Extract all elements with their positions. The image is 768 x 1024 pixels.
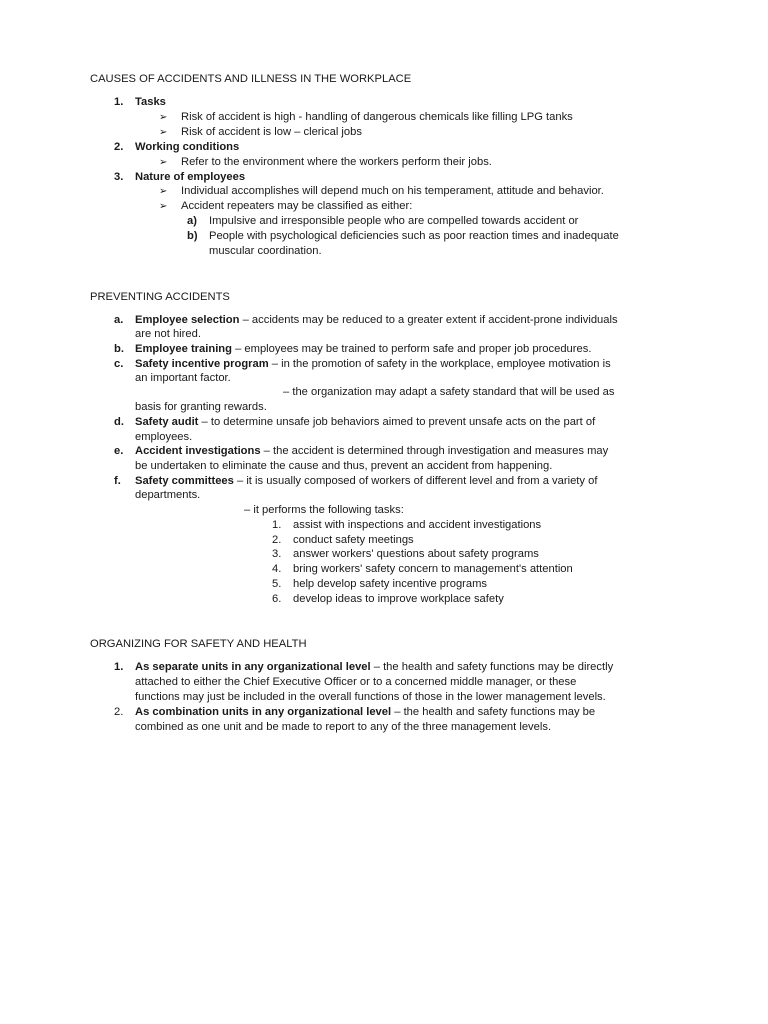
list-item bbox=[135, 474, 597, 489]
list-number: 3. bbox=[114, 171, 124, 183]
list-item bbox=[135, 660, 613, 675]
section-title-organizing: ORGANIZING FOR SAFETY AND HEALTH bbox=[90, 638, 307, 650]
definition: – the health and safety functions may be bbox=[391, 706, 596, 718]
list-item-continuation: functions may just be included in the overall functions of those in the lower management levels. bbox=[135, 691, 606, 703]
list-item-continuation: employees. bbox=[135, 431, 193, 443]
term: Employee selection bbox=[135, 314, 240, 326]
arrow-bullet-icon: ➢ bbox=[159, 186, 168, 197]
list-item: Accident repeaters may be classified as either: bbox=[181, 200, 413, 212]
list-item-continuation: an important factor. bbox=[135, 372, 231, 384]
list-item: Risk of accident is low – clerical jobs bbox=[181, 126, 362, 138]
term: Safety incentive program bbox=[135, 358, 269, 370]
list-item-continuation: departments. bbox=[135, 489, 201, 501]
list-item: Risk of accident is high - handling of dangerous chemicals like filling LPG tanks bbox=[181, 111, 573, 123]
list-item-continuation: basis for granting rewards. bbox=[135, 401, 267, 413]
term: As separate units in any organizational level bbox=[135, 661, 371, 673]
arrow-bullet-icon: ➢ bbox=[159, 112, 168, 123]
task-item: develop ideas to improve workplace safety bbox=[293, 593, 504, 605]
definition: – employees may be trained to perform safe and proper job procedures. bbox=[231, 343, 592, 355]
task-number: 2. bbox=[272, 534, 282, 546]
term: Employee training bbox=[135, 343, 232, 355]
definition: – it is usually composed of workers of different level and from a variety of bbox=[233, 475, 598, 487]
list-letter: d. bbox=[114, 416, 124, 428]
term: Safety committees bbox=[135, 475, 234, 487]
term: Safety audit bbox=[135, 416, 199, 428]
term: As combination units in any organizational level bbox=[135, 706, 392, 718]
definition: – to determine unsafe job behaviors aimed to prevent unsafe acts on the part of bbox=[198, 416, 596, 428]
sub-item: People with psychological deficiencies such as poor reaction times and inadequate bbox=[209, 230, 619, 242]
task-item: help develop safety incentive programs bbox=[293, 578, 488, 590]
task-item: assist with inspections and accident investigations bbox=[293, 519, 542, 531]
list-letter: b. bbox=[114, 343, 124, 355]
definition: – the health and safety functions may be directly bbox=[370, 661, 614, 673]
task-number: 4. bbox=[272, 563, 282, 575]
list-item-extra: – it performs the following tasks: bbox=[244, 504, 404, 516]
list-item-continuation: combined as one unit and be made to report to any of the three management levels. bbox=[135, 721, 552, 733]
arrow-bullet-icon: ➢ bbox=[159, 157, 168, 168]
list-item bbox=[135, 313, 618, 328]
list-item bbox=[135, 415, 595, 430]
definition: – accidents may be reduced to a greater extent if accident-prone individuals bbox=[239, 314, 618, 326]
definition: – in the promotion of safety in the workplace, employee motivation is bbox=[268, 358, 611, 370]
list-item: Refer to the environment where the workers perform their jobs. bbox=[181, 156, 492, 168]
list-letter: e. bbox=[114, 445, 124, 457]
list-label-tasks: Tasks bbox=[135, 96, 166, 108]
list-letter: a. bbox=[114, 314, 124, 326]
list-item-continuation: be undertaken to eliminate the cause and thus, prevent an accident from happening. bbox=[135, 460, 553, 472]
arrow-bullet-icon: ➢ bbox=[159, 201, 168, 212]
list-item bbox=[135, 357, 611, 372]
list-number: 1. bbox=[114, 661, 124, 673]
sub-item: Impulsive and irresponsible people who are compelled towards accident or bbox=[209, 215, 579, 227]
list-number: 2. bbox=[114, 141, 124, 153]
sub-letter: a) bbox=[187, 215, 197, 227]
task-number: 5. bbox=[272, 578, 282, 590]
list-item bbox=[135, 705, 595, 720]
list-item-extra: – the organization may adapt a safety standard that will be used as bbox=[283, 386, 615, 398]
sub-item-continuation: muscular coordination. bbox=[209, 245, 322, 257]
list-item bbox=[135, 444, 608, 459]
sub-letter: b) bbox=[187, 230, 198, 242]
list-number: 1. bbox=[114, 96, 124, 108]
list-number: 2. bbox=[114, 706, 124, 718]
task-number: 1. bbox=[272, 519, 282, 531]
list-label-nature-of-employees: Nature of employees bbox=[135, 171, 246, 183]
list-item bbox=[135, 342, 591, 357]
task-item: bring workers' safety concern to management's attention bbox=[293, 563, 573, 575]
list-label-working-conditions: Working conditions bbox=[135, 141, 240, 153]
list-letter: c. bbox=[114, 358, 124, 370]
task-item: answer workers' questions about safety programs bbox=[293, 548, 539, 560]
task-item: conduct safety meetings bbox=[293, 534, 414, 546]
list-item-continuation: are not hired. bbox=[135, 328, 201, 340]
list-item-continuation: attached to either the Chief Executive Officer or to a concerned middle manager, or these bbox=[135, 676, 577, 688]
definition: – the accident is determined through investigation and measures may bbox=[260, 445, 609, 457]
arrow-bullet-icon: ➢ bbox=[159, 127, 168, 138]
list-letter: f. bbox=[114, 475, 121, 487]
section-title-preventing: PREVENTING ACCIDENTS bbox=[90, 291, 230, 303]
task-number: 6. bbox=[272, 593, 282, 605]
task-number: 3. bbox=[272, 548, 282, 560]
list-item: Individual accomplishes will depend much on his temperament, attitude and behavior. bbox=[181, 185, 604, 197]
term: Accident investigations bbox=[135, 445, 261, 457]
section-title-causes: CAUSES OF ACCIDENTS AND ILLNESS IN THE WORKPLACE bbox=[90, 73, 412, 85]
